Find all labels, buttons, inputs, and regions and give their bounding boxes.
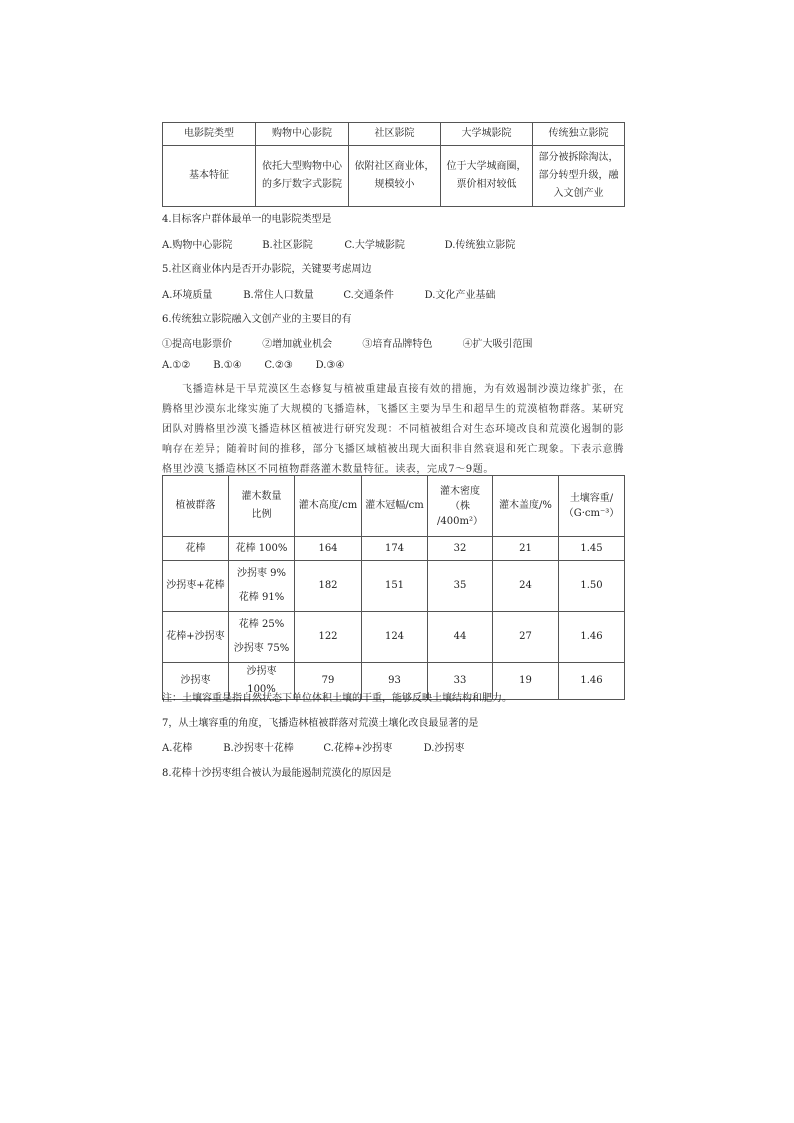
cell-height: 164 (295, 537, 362, 561)
cell-crown: 93 (362, 663, 428, 700)
cell-ratio: 沙拐枣 100% (229, 663, 295, 700)
question-6-choices (162, 335, 533, 350)
reading-passage: 飞播造林是干旱荒漠区生态修复与植被重建最直接有效的措施，为有效遏制沙漠边缘扩张，在腾格里沙漠东北缘实施了大规模的飞播造林，飞播区主要为旱生和超旱生的荒漠植物群落。某研究团队对腾格里沙漠飞播造林区植被进行研究发现：不同植被组合对生态环境改良和荒漠化遏制的影响存在差异；随着时间的推移，部分飞播区域植被出现大面积非自然衰退和死亡现象。下表示意腾格里沙漠飞播造林区不同植物群落灌木数量特征。读表，完成7～9题。 (162, 384, 624, 475)
table-row (163, 612, 625, 663)
question-5-options (162, 286, 495, 301)
table-cell: 部分被拆除淘汰， 部分转型升级，融 入文创产业 (533, 146, 625, 207)
cell-crown: 151 (362, 561, 428, 612)
table-note: 注：土壤容重是指自然状态下单位体积土壤的干重，能够反映土壤结构和肥力。 (162, 693, 512, 704)
cell-crown: 124 (362, 612, 428, 663)
table-cell: 依附社区商业体， 规模较小 (349, 146, 441, 207)
option-d[interactable]: D.沙拐枣 (423, 743, 465, 754)
table-cell: 依托大型购物中心 的多厅数字式影院 (256, 146, 349, 207)
cell-community: 花棒 (163, 537, 229, 561)
option-d[interactable]: D.③④ (315, 360, 345, 371)
table-header-cell: 社区影院 (349, 123, 441, 146)
cell-soil: 1.45 (559, 537, 625, 561)
question-8-stem: 8.花棒十沙拐枣组合被认为最能遏制荒漠化的原因是 (162, 768, 392, 779)
cell-density: 44 (428, 612, 493, 663)
cell-cover: 21 (493, 537, 559, 561)
option-b[interactable]: B.社区影院 (262, 240, 313, 251)
cell-soil: 1.50 (559, 561, 625, 612)
cell-soil: 1.46 (559, 612, 625, 663)
question-7-stem: 7，从土壤容重的角度，飞播造林植被群落对荒漠土壤化改良最显著的是 (162, 718, 479, 729)
table-header-row (163, 123, 625, 146)
cell-soil: 1.46 (559, 663, 625, 700)
option-a[interactable]: A.①② (162, 360, 191, 371)
cell-ratio: 沙拐枣 9% 花棒 91% (229, 561, 295, 612)
option-d[interactable]: D.传统独立影院 (444, 240, 516, 251)
cell-height: 79 (295, 663, 362, 700)
question-6-stem: 6.传统独立影院融入文创产业的主要目的有 (162, 314, 352, 325)
cinema-type-table (162, 122, 625, 207)
option-c[interactable]: C.交通条件 (343, 290, 394, 301)
cell-height: 182 (295, 561, 362, 612)
option-b[interactable]: B.常住人口数量 (243, 290, 314, 301)
option-c[interactable]: C.大学城影院 (344, 240, 405, 251)
option-a[interactable]: A.花棒 (162, 743, 193, 754)
question-5-stem: 5.社区商业体内是否开办影院，关键要考虑周边 (162, 264, 372, 275)
table-header-cell: 电影院类型 (163, 123, 256, 146)
header-cover: 灌木盖度/% (493, 476, 559, 537)
question-6-options (162, 360, 344, 371)
question-4-options (162, 236, 515, 251)
header-ratio: 灌木数量 比例 (229, 476, 295, 537)
choice-1: ①提高电影票价 (162, 339, 232, 350)
header-height: 灌木高度/cm (295, 476, 362, 537)
option-c[interactable]: C.花棒+沙拐枣 (323, 743, 393, 754)
table-cell: 位于大学城商圈， 票价相对较低 (441, 146, 533, 207)
shrub-community-table (162, 475, 625, 700)
table-row (163, 537, 625, 561)
cell-density: 32 (428, 537, 493, 561)
row-label: 基本特征 (163, 146, 256, 207)
cell-community: 沙拐枣+花棒 (163, 561, 229, 612)
option-b[interactable]: B.①④ (213, 360, 242, 371)
header-crown: 灌木冠幅/cm (362, 476, 428, 537)
option-c[interactable]: C.②③ (264, 360, 293, 371)
cell-cover: 24 (493, 561, 559, 612)
cell-density: 33 (428, 663, 493, 700)
cell-ratio: 花棒 25% 沙拐枣 75% (229, 612, 295, 663)
choice-4: ④扩大吸引范围 (462, 339, 533, 350)
cell-community: 花棒+沙拐枣 (163, 612, 229, 663)
table-header-cell: 传统独立影院 (533, 123, 625, 146)
choice-2: ②增加就业机会 (262, 339, 333, 350)
cell-density: 35 (428, 561, 493, 612)
table-row (163, 146, 625, 207)
cell-height: 122 (295, 612, 362, 663)
header-soil: 土壤容重/ （G·cm⁻³） (559, 476, 625, 537)
header-community: 植被群落 (163, 476, 229, 537)
option-d[interactable]: D.文化产业基础 (424, 290, 496, 301)
table-header-cell: 购物中心影院 (256, 123, 349, 146)
option-a[interactable]: A.环境质量 (162, 290, 213, 301)
cell-cover: 19 (493, 663, 559, 700)
option-a[interactable]: A.购物中心影院 (162, 240, 233, 251)
table-header-row (163, 476, 625, 537)
table-row (163, 561, 625, 612)
option-b[interactable]: B.沙拐枣十花棒 (223, 743, 294, 754)
table-header-cell: 大学城影院 (441, 123, 533, 146)
cell-community: 沙拐枣 (163, 663, 229, 700)
cell-cover: 27 (493, 612, 559, 663)
question-7-options (162, 739, 464, 754)
cell-ratio: 花棒 100% (229, 537, 295, 561)
header-density: 灌木密度 （株 /400m²） (428, 476, 493, 537)
choice-3: ③培育品牌特色 (362, 339, 433, 350)
cell-crown: 174 (362, 537, 428, 561)
question-4-stem: 4.目标客户群体最单一的电影院类型是 (162, 214, 332, 225)
